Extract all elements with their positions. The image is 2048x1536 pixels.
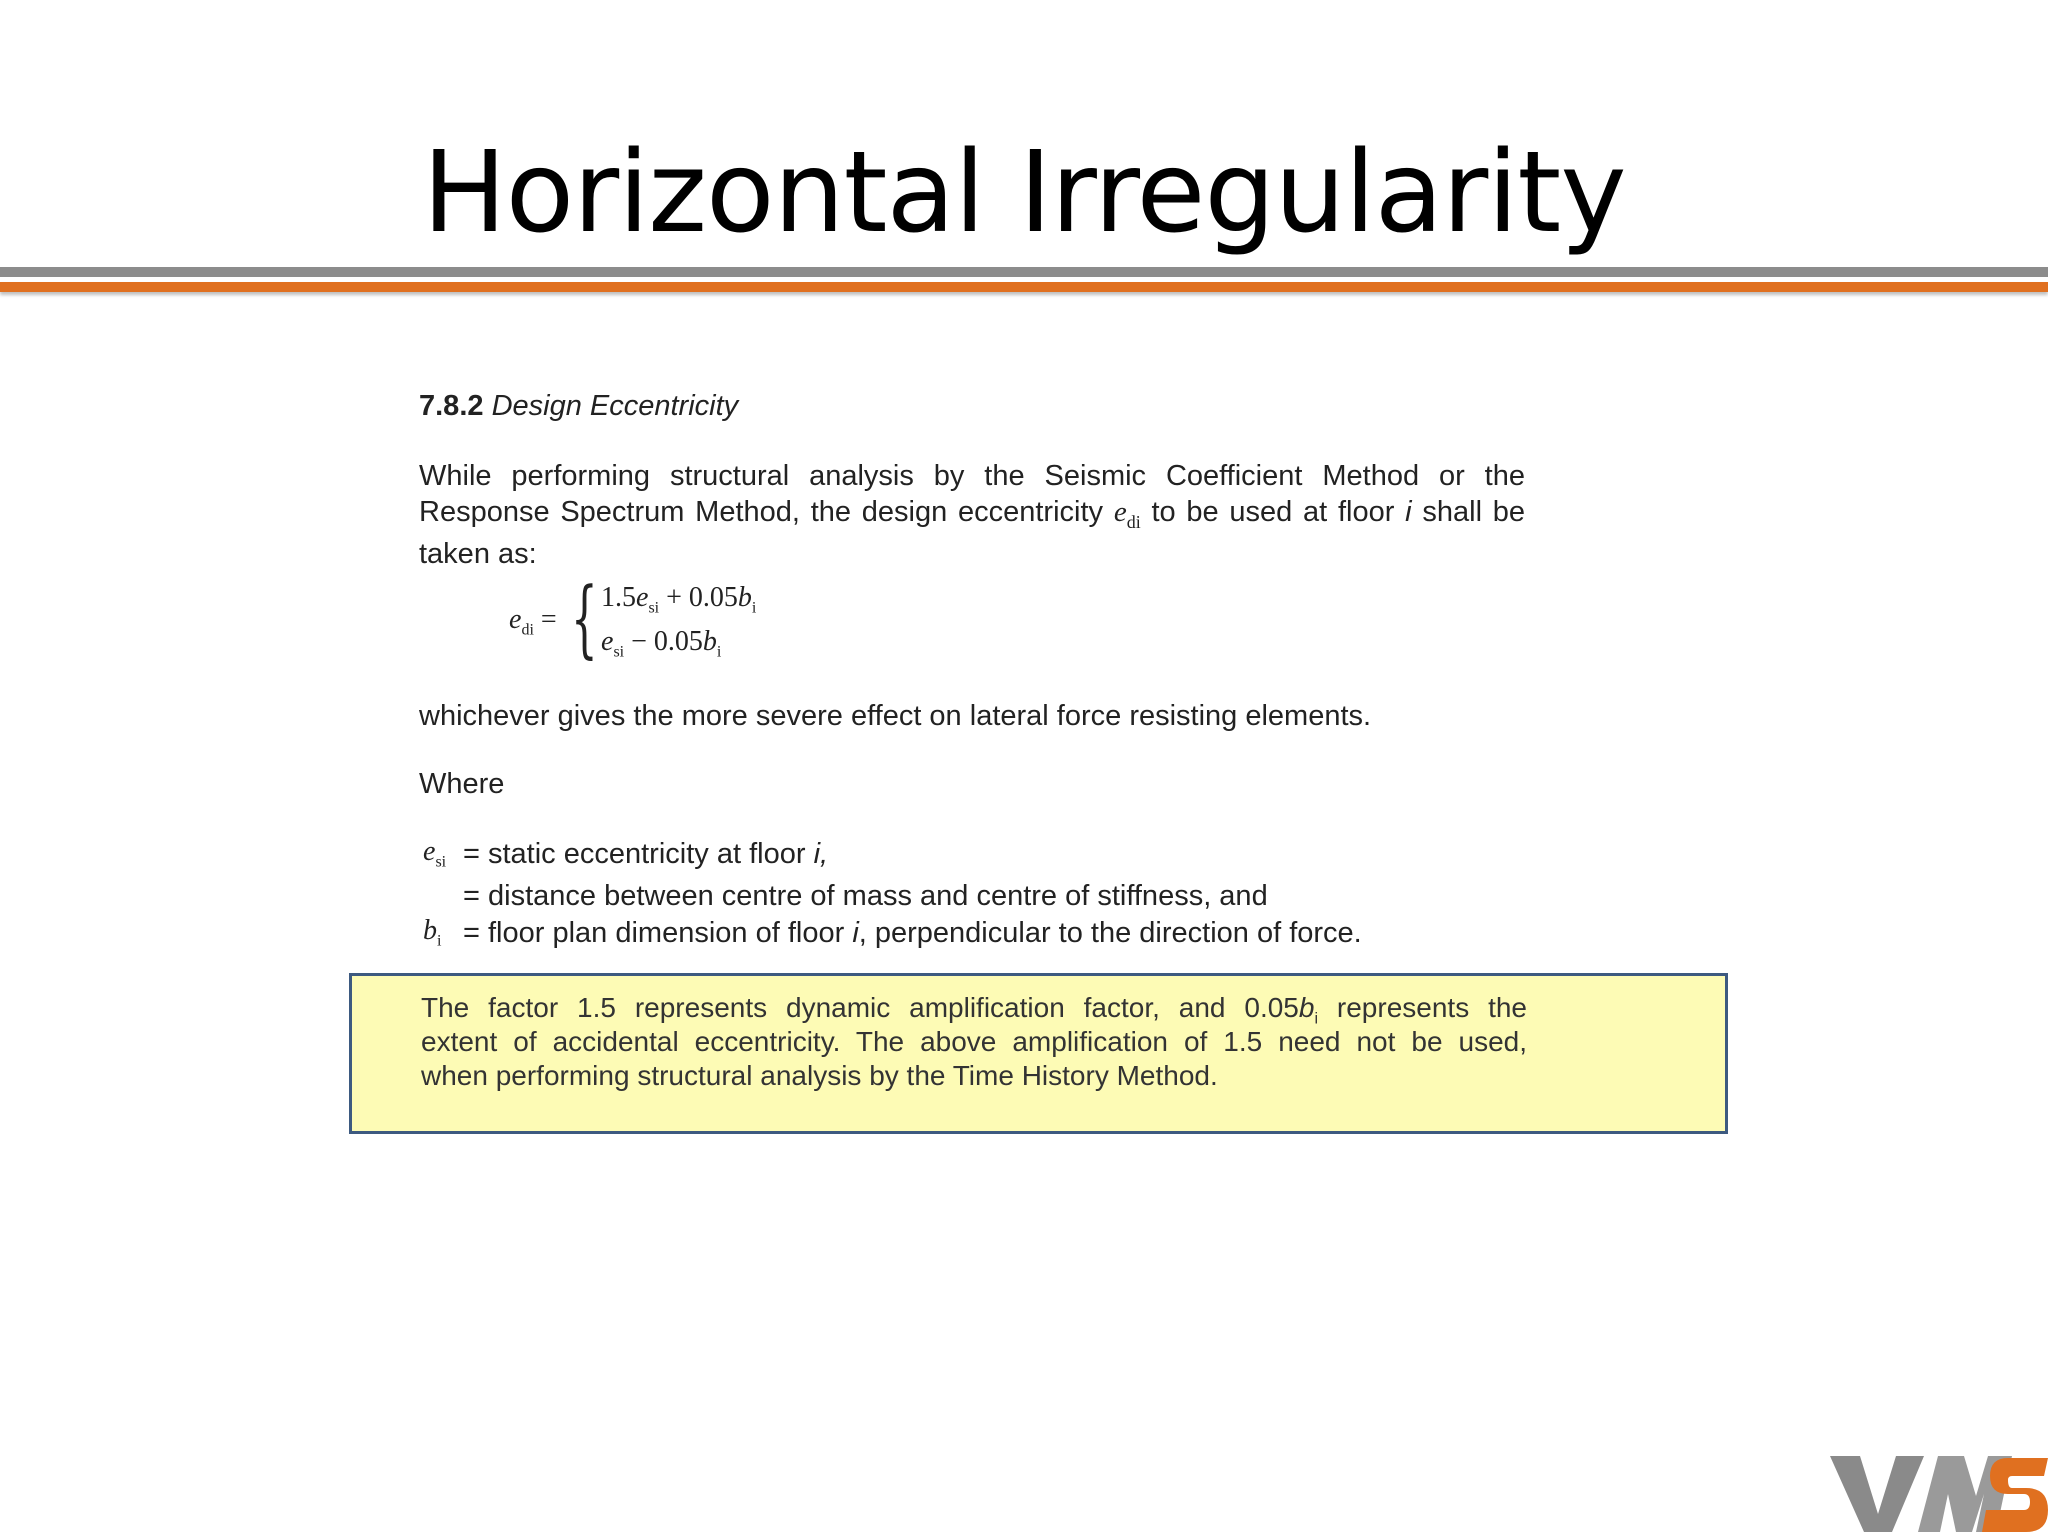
equation-row-2 [601,626,721,662]
paragraph1-line2-b: to be used at floor [1151,496,1395,528]
note-line1-b: b [1298,992,1315,1023]
row1-rest: + 0.05 [666,582,738,613]
note-line-3: when performing structural analysis by the Time History Method. [421,1060,1218,1091]
vms-logo [1826,1452,2048,1536]
row1-sym: e [636,582,649,613]
edi-symbol [1113,496,1141,532]
eccentricity-equation [509,569,769,667]
where-label: Where [419,768,505,800]
edi-symbol-sub: di [1126,511,1141,532]
row2-rest: − 0.05 [631,626,703,657]
paragraph2: whichever gives the more severe effect on lateral force resisting elements. [419,700,1372,732]
paragraph1-line2-a: Response Spectrum Method, the design eccentricity [419,496,1104,528]
note-line1-a: The factor 1.5 represents dynamic amplification factor, and 0.05 [421,992,1299,1023]
section-name: Design Eccentricity [491,390,739,422]
row1-sub: si [648,599,660,617]
def2-italic: i [852,917,859,949]
vms-logo-mark [1830,1456,2048,1532]
def2-sub: i [437,932,442,950]
note-line-2: extent of accidental eccentricity. The above amplification of 1.5 need not be used, [421,1026,1527,1057]
row1-b-sub: i [751,599,757,617]
definition-symbol-bi [423,915,441,951]
equation-brace: { [571,569,598,667]
definition-distance: = distance between centre of mass and centre of stiffness, and [463,880,1268,912]
note-box [349,973,1728,1134]
equation-row-1 [601,582,756,618]
def2-sym: b [423,915,437,946]
row1-b: b [737,582,752,613]
equation-lhs-sym: e [509,604,522,635]
paragraph1-line1: While performing structural analysis by the Seismic Coefficient Method or the [419,460,1525,492]
def0-text: = static eccentricity at floor [463,838,806,870]
section-number: 7.8.2 [419,390,484,422]
row1-coef: 1.5 [601,582,636,613]
slide-title: Horizontal Irregularity [422,128,1626,258]
definition-symbol-esi [423,836,446,872]
definition-bi [463,917,1362,950]
definition-esi [463,838,828,871]
def0-sym: e [423,836,436,867]
edi-symbol-e: e [1113,496,1127,528]
def2-text: = floor plan dimension of floor [463,917,845,949]
paragraph1-line2 [419,496,1525,533]
def2-tail: , perpendicular to the direction of force. [858,917,1362,949]
row2-b-sub: i [716,643,722,661]
paragraph1-floor-i: i [1405,496,1412,528]
def0-italic: i, [813,838,829,870]
note-line1-sub: i [1314,1010,1319,1028]
paragraph1-line3: taken as: [419,538,537,570]
title-rule-orange [0,282,2048,292]
note-line1-c: represents the [1336,992,1527,1023]
row2-sym: e [601,626,614,657]
def0-sub: si [435,853,447,871]
title-rule-gray [0,267,2048,277]
row2-b: b [702,626,717,657]
row2-sub: si [613,643,625,661]
equation-lhs-sub: di [521,621,534,639]
section-heading [419,390,738,423]
note-line-1 [421,992,1527,1029]
equation-lhs [509,604,557,640]
paragraph1-line2-c: shall be [1422,496,1526,528]
equation-equals: = [540,604,557,635]
